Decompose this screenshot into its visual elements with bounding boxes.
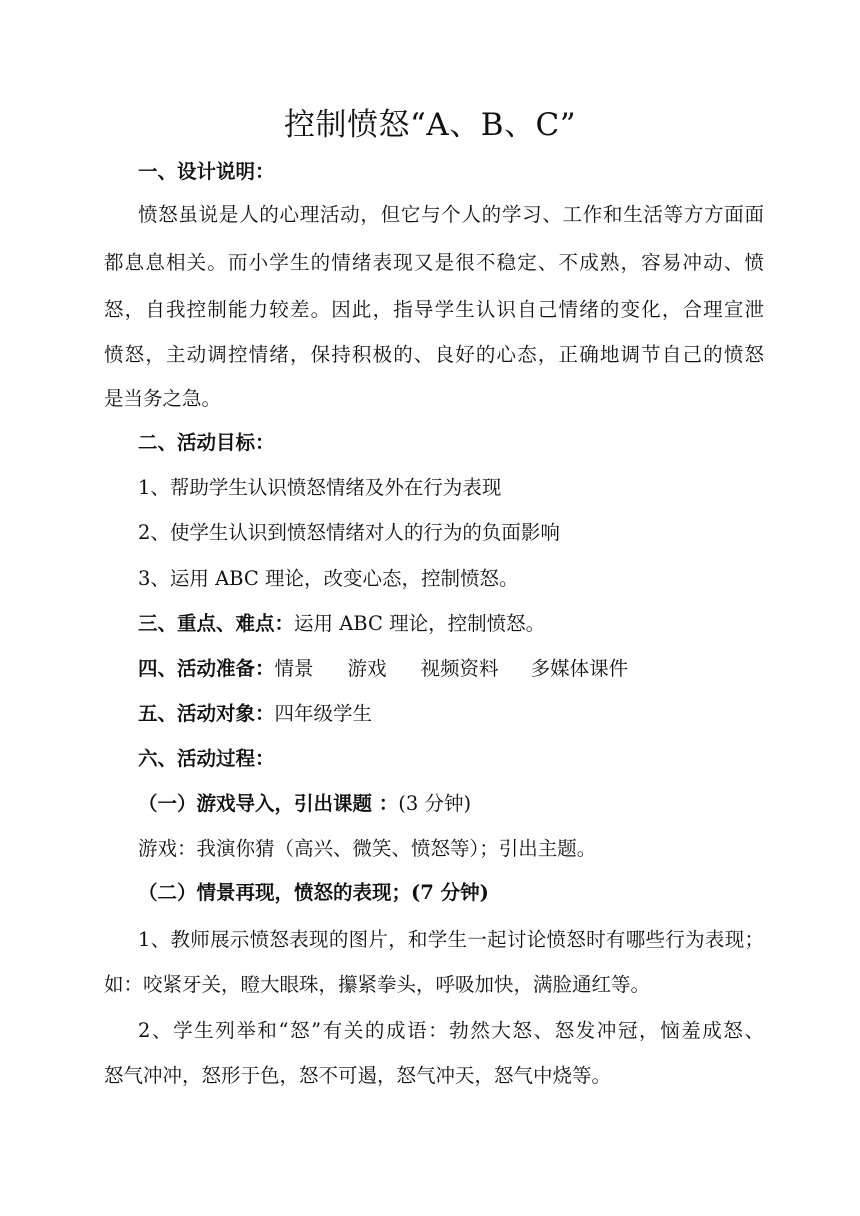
paragraph-line: 怒气冲冲，怒形于色，怒不可遏，怒气冲天，怒气中烧等。 xyxy=(104,1064,612,1087)
process-part1-heading: （一）游戏导入，引出课题 ： xyxy=(138,792,399,815)
paragraph-line: 愤怒虽说是人的心理活动，但它与个人的学习、工作和生活等方方面面 xyxy=(138,203,764,226)
section-heading-key-points: 三、重点、难点： xyxy=(138,612,295,635)
section-preparation xyxy=(138,654,764,684)
paragraph-line: 怒，自我控制能力较差。因此，指导学生认识自己情绪的变化，合理宣泄 xyxy=(104,298,764,321)
key-points-text: 运用 ABC 理论，控制愤怒。 xyxy=(294,612,546,635)
process-part1-heading-line xyxy=(138,789,764,819)
section-heading-preparation: 四、活动准备： xyxy=(138,657,275,680)
paragraph-line: 是当务之急。 xyxy=(104,387,222,410)
paragraph-line: 如：咬紧牙关，瞪大眼珠，攥紧拳头，呼吸加快，满脸通红等。 xyxy=(104,973,651,996)
preparation-item: 情景 xyxy=(274,657,314,680)
paragraph-line: 愤怒，主动调控情绪，保持积极的、良好的心态，正确地调节自己的愤怒 xyxy=(104,343,764,366)
paragraph-line: 都息息相关。而小学生的情绪表现又是很不稳定、不成熟，容易冲动、愤 xyxy=(104,251,764,274)
section-heading-process: 六、活动过程： xyxy=(138,747,275,770)
preparation-item: 游戏 xyxy=(347,657,387,680)
preparation-item: 多媒体课件 xyxy=(530,657,629,680)
document-title: 控制愤怒“A、B、C” xyxy=(283,107,577,143)
section-heading-goals: 二、活动目标： xyxy=(138,431,275,454)
goal-item: 2、使学生认识到愤怒情绪对人的行为的负面影响 xyxy=(138,521,560,544)
section-audience xyxy=(138,699,764,729)
audience-text: 四年级学生 xyxy=(274,702,373,725)
section-heading-design: 一、设计说明： xyxy=(138,160,275,183)
process-part1-duration: (3 分钟) xyxy=(398,792,472,815)
process-part1-text: 游戏：我演你猜（高兴、微笑、愤怒等）；引出主题。 xyxy=(138,837,597,860)
preparation-item: 视频资料 xyxy=(420,657,499,680)
process-part2-heading: （二）情景再现，愤怒的表现；(7 分钟) xyxy=(138,881,489,904)
section-heading-audience: 五、活动对象： xyxy=(138,702,275,725)
goal-item: 3、运用 ABC 理论，改变心态，控制愤怒。 xyxy=(138,567,519,590)
paragraph-line: 2、学生列举和“怒”有关的成语：勃然大怒、怒发冲冠，恼羞成怒、 xyxy=(138,1019,764,1042)
section-key-points xyxy=(138,609,764,639)
paragraph-line: 1、教师展示愤怒表现的图片，和学生一起讨论愤怒时有哪些行为表现； xyxy=(138,928,764,951)
goal-item: 1、帮助学生认识愤怒情绪及外在行为表现 xyxy=(138,476,502,499)
